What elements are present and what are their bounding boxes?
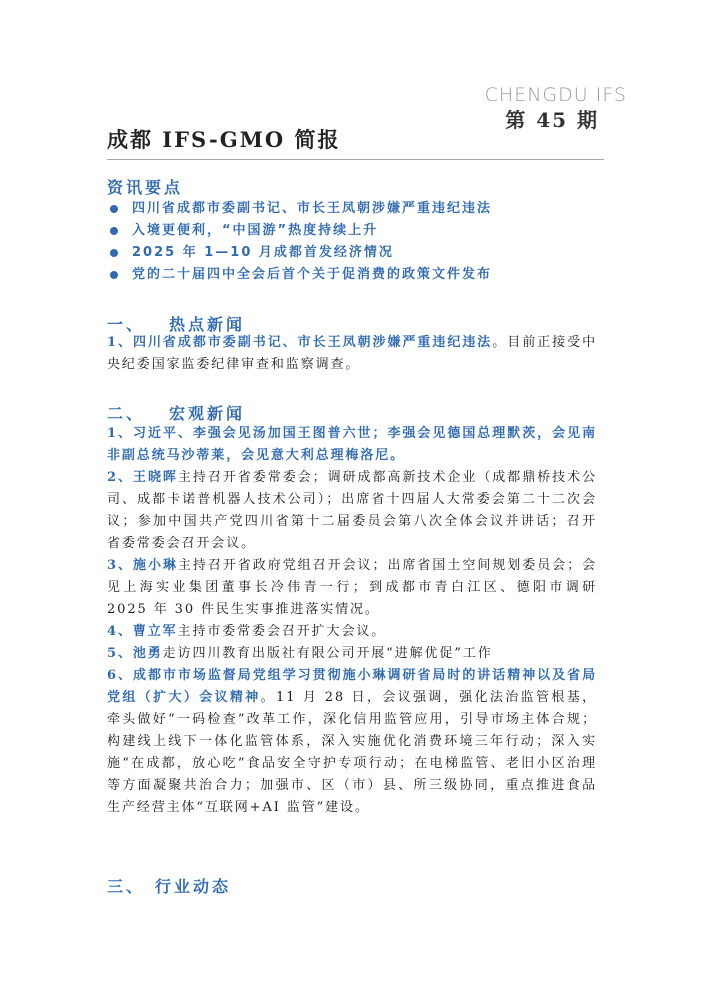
list-item: 四川省成都市委副书记、市长王凤朝涉嫌严重违纪违法 [110, 198, 492, 220]
news-item: 3、施小琳主持召开省政府党组召开会议；出席省国土空间规划委员会；会见上海实业集团董事长冷伟青一行；到成都市青白江区、德阳市调研 2025 年 30 件民生实事推进落实情况。 [107, 558, 598, 617]
bullet-icon [110, 227, 118, 235]
news-item: 6、成都市市场监督局党组学习贯彻施小琳调研省局时的讲话精神以及省局党组（扩大）会议精神。11 月 28 日，会议强调，强化法治监管根基，牵头做好“一码检查”改革工作，深化信用监管应用，引导市场主体合规；构建线上线下一体化监管体系，深入实施优化消费环境三年行动；深入实施“在成都，放心吃”食品安全守护专项行动；在电梯监管、老旧小区治理等方面凝聚共治合力；加强市、区（市）县、所三级协同，重点推进食品生产经营主体“互联网+AI 监管”建设。 [107, 668, 597, 815]
section-heading-hot-news: 一、 热点新闻 [107, 315, 246, 334]
news-item: 2、王晓晖主持召开省委常委会；调研成都高新技术企业（成都鼎桥技术公司、成都卡诺普机器人技术公司）；出席省十四届人大常委会第二十二次会议；参加中国共产党四川省第十二届委员会第八次全体会议并讲话；召开省委常委会召开会议。 [107, 470, 598, 551]
news-item: 5、池勇走访四川教育出版社有限公司开展“进解优促”工作 [107, 646, 493, 661]
macro-news-body [107, 423, 597, 819]
hot-news-paragraph [107, 332, 597, 376]
page-title: 成都 IFS-GMO 简报 [107, 127, 341, 152]
bullet-icon [110, 271, 118, 279]
section-heading-industry: 三、 行业动态 [107, 877, 232, 896]
list-item: 2025 年 1—10 月成都首发经济情况 [110, 242, 492, 264]
brand-wordmark: CHENGDU IFS [484, 84, 627, 106]
issue-number: 第 45 期 [505, 108, 599, 132]
news-item: 1、习近平、李强会见汤加国王图普六世；李强会见德国总理默茨，会见南非副总统马沙蒂莱，会见意大利总理梅洛尼。 [107, 426, 597, 463]
highlights-heading: 资讯要点 [107, 178, 184, 197]
news-item: 4、曹立军主持市委常委会召开扩大会议。 [107, 624, 387, 639]
list-item: 入境更便利，“中国游”热度持续上升 [110, 220, 492, 242]
divider [107, 159, 604, 160]
highlights-list [110, 198, 492, 286]
bullet-icon [110, 249, 118, 257]
bullet-icon [110, 205, 118, 213]
news-item: 1、四川省成都市委副书记、市长王凤朝涉嫌严重违纪违法。目前正接受中央纪委国家监委纪律审查和监察调查。 [107, 335, 597, 372]
section-heading-macro-news: 二、 宏观新闻 [107, 404, 246, 423]
list-item: 党的二十届四中全会后首个关于促消费的政策文件发布 [110, 264, 492, 286]
